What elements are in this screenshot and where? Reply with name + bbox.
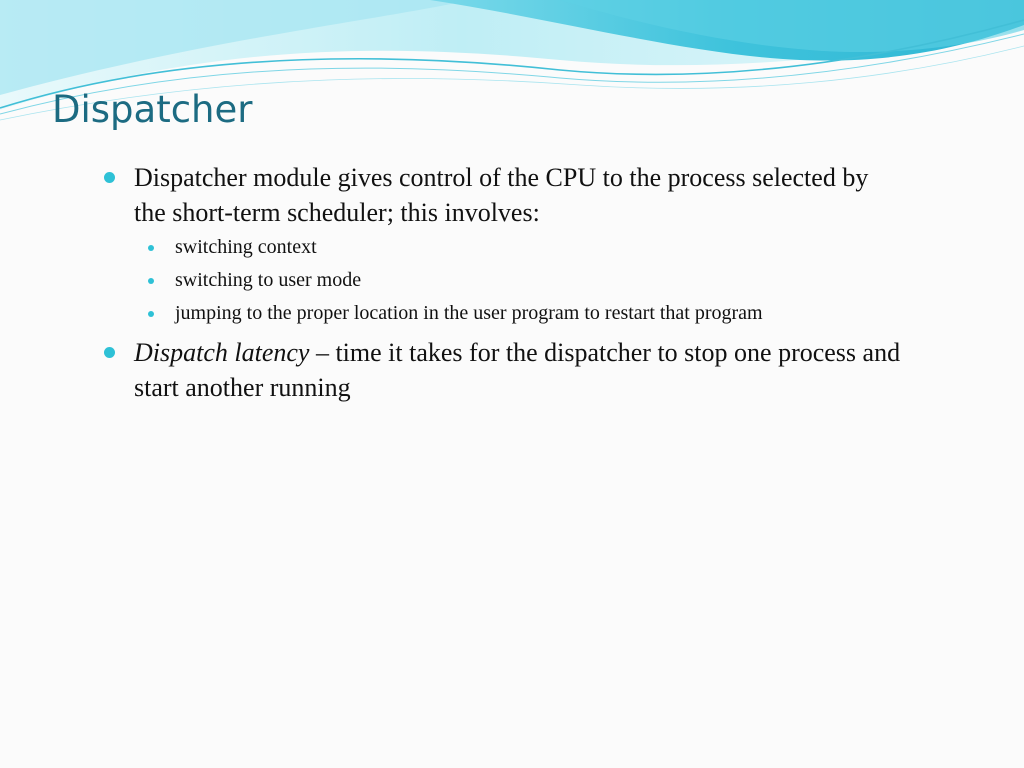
bullet-dot-icon	[104, 347, 115, 358]
sub-bullet-dot-icon	[148, 245, 154, 251]
slide-title: Dispatcher	[52, 88, 253, 131]
sub-bullet-item	[104, 300, 855, 327]
sub-bullet-item	[104, 234, 855, 261]
bullet-item	[104, 160, 904, 230]
bullet-text: – time it takes for the dispatcher to stop one process and start another running	[134, 338, 901, 402]
sub-bullet-list	[104, 234, 904, 327]
sub-bullet-text: switching to user mode	[175, 269, 362, 291]
bullet-item	[104, 335, 904, 405]
bullet-text: Dispatcher module gives control of the CPU to the process selected by the short-term scheduler; this involves:	[134, 163, 869, 227]
sub-bullet-text: jumping to the proper location in the user program to restart that program	[175, 302, 763, 324]
bullet-term: Dispatch latency	[134, 338, 310, 367]
sub-bullet-dot-icon	[148, 278, 154, 284]
sub-bullet-dot-icon	[148, 311, 154, 317]
sub-bullet-item	[104, 267, 855, 294]
bullet-dot-icon	[104, 172, 115, 183]
sub-bullet-text: switching context	[175, 236, 317, 258]
slide-body	[104, 160, 904, 405]
